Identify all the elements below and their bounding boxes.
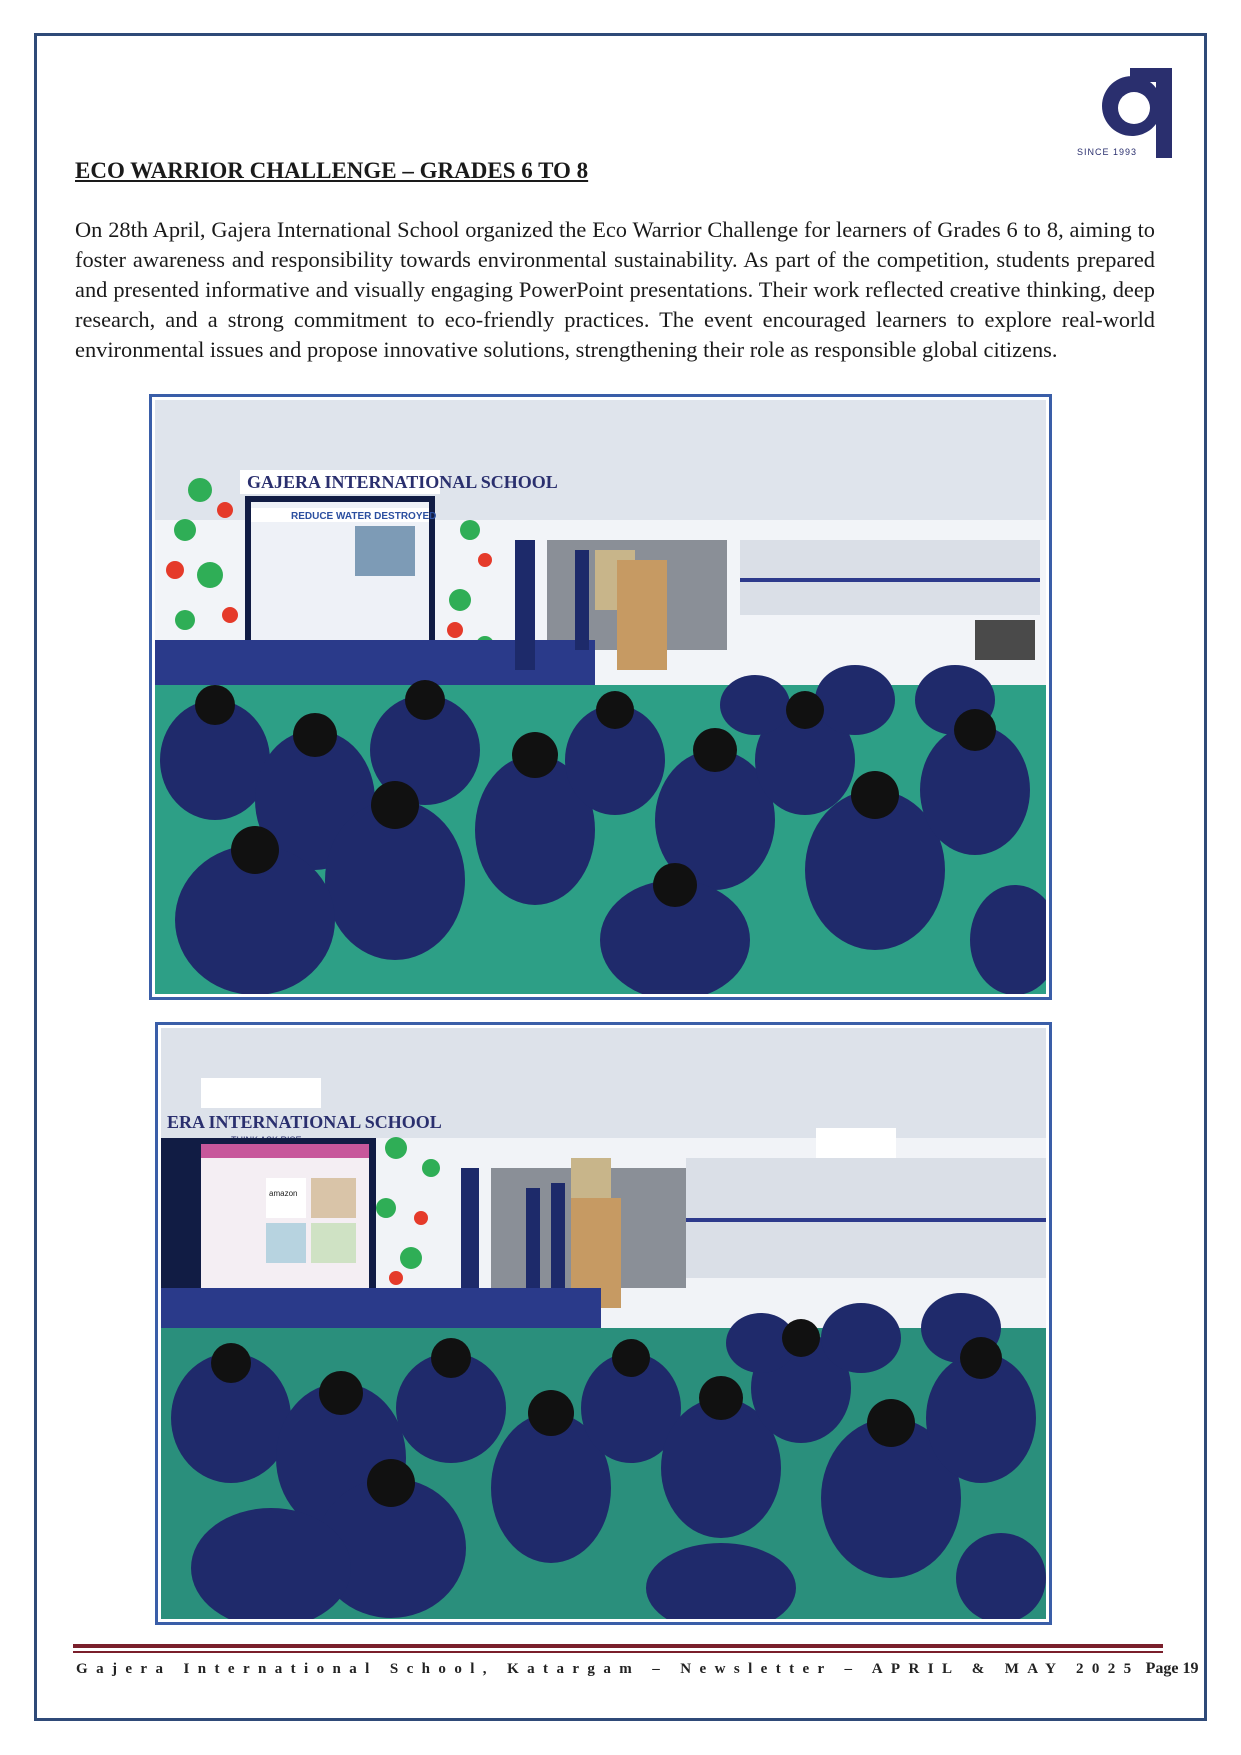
photo-1-slide-title: REDUCE WATER DESTROYED	[291, 511, 437, 522]
event-photo-2	[155, 1022, 1052, 1625]
photo-1-banner: GAJERA INTERNATIONAL SCHOOL	[247, 472, 558, 492]
footer-page-number: Page 19	[1145, 1660, 1199, 1677]
photo-2-slide-title: amazon	[269, 1189, 298, 1198]
article-title: ECO WARRIOR CHALLENGE – GRADES 6 TO 8	[75, 158, 589, 183]
footer-newsletter-text: Gajera International School, Katargam – Newsletter – APRIL & MAY 2025	[76, 1661, 1140, 1677]
footer-rule	[73, 1644, 1163, 1648]
article-body: On 28th April, Gajera International School organized the Eco Warrior Challenge for learners of Grades 6 to 8, aiming to foster awareness and responsibility towards environmental sustainability. As part of the competition, students prepared and presented informative and visually engaging PowerPoint presentations. Their work reflected creative thinking, deep research, and a strong commitment to eco-friendly practices. The event encouraged learners to explore real-world environmental issues and propose innovative solutions, strengthening their role as responsible global citizens.	[75, 217, 1155, 362]
logo-since-text: SINCE 1993	[1076, 147, 1138, 157]
event-photo-1	[149, 394, 1052, 1000]
footer-rule-thin	[73, 1651, 1163, 1653]
page-footer	[76, 1660, 1198, 1678]
photo-2-banner: ERA INTERNATIONAL SCHOOL	[167, 1112, 442, 1132]
